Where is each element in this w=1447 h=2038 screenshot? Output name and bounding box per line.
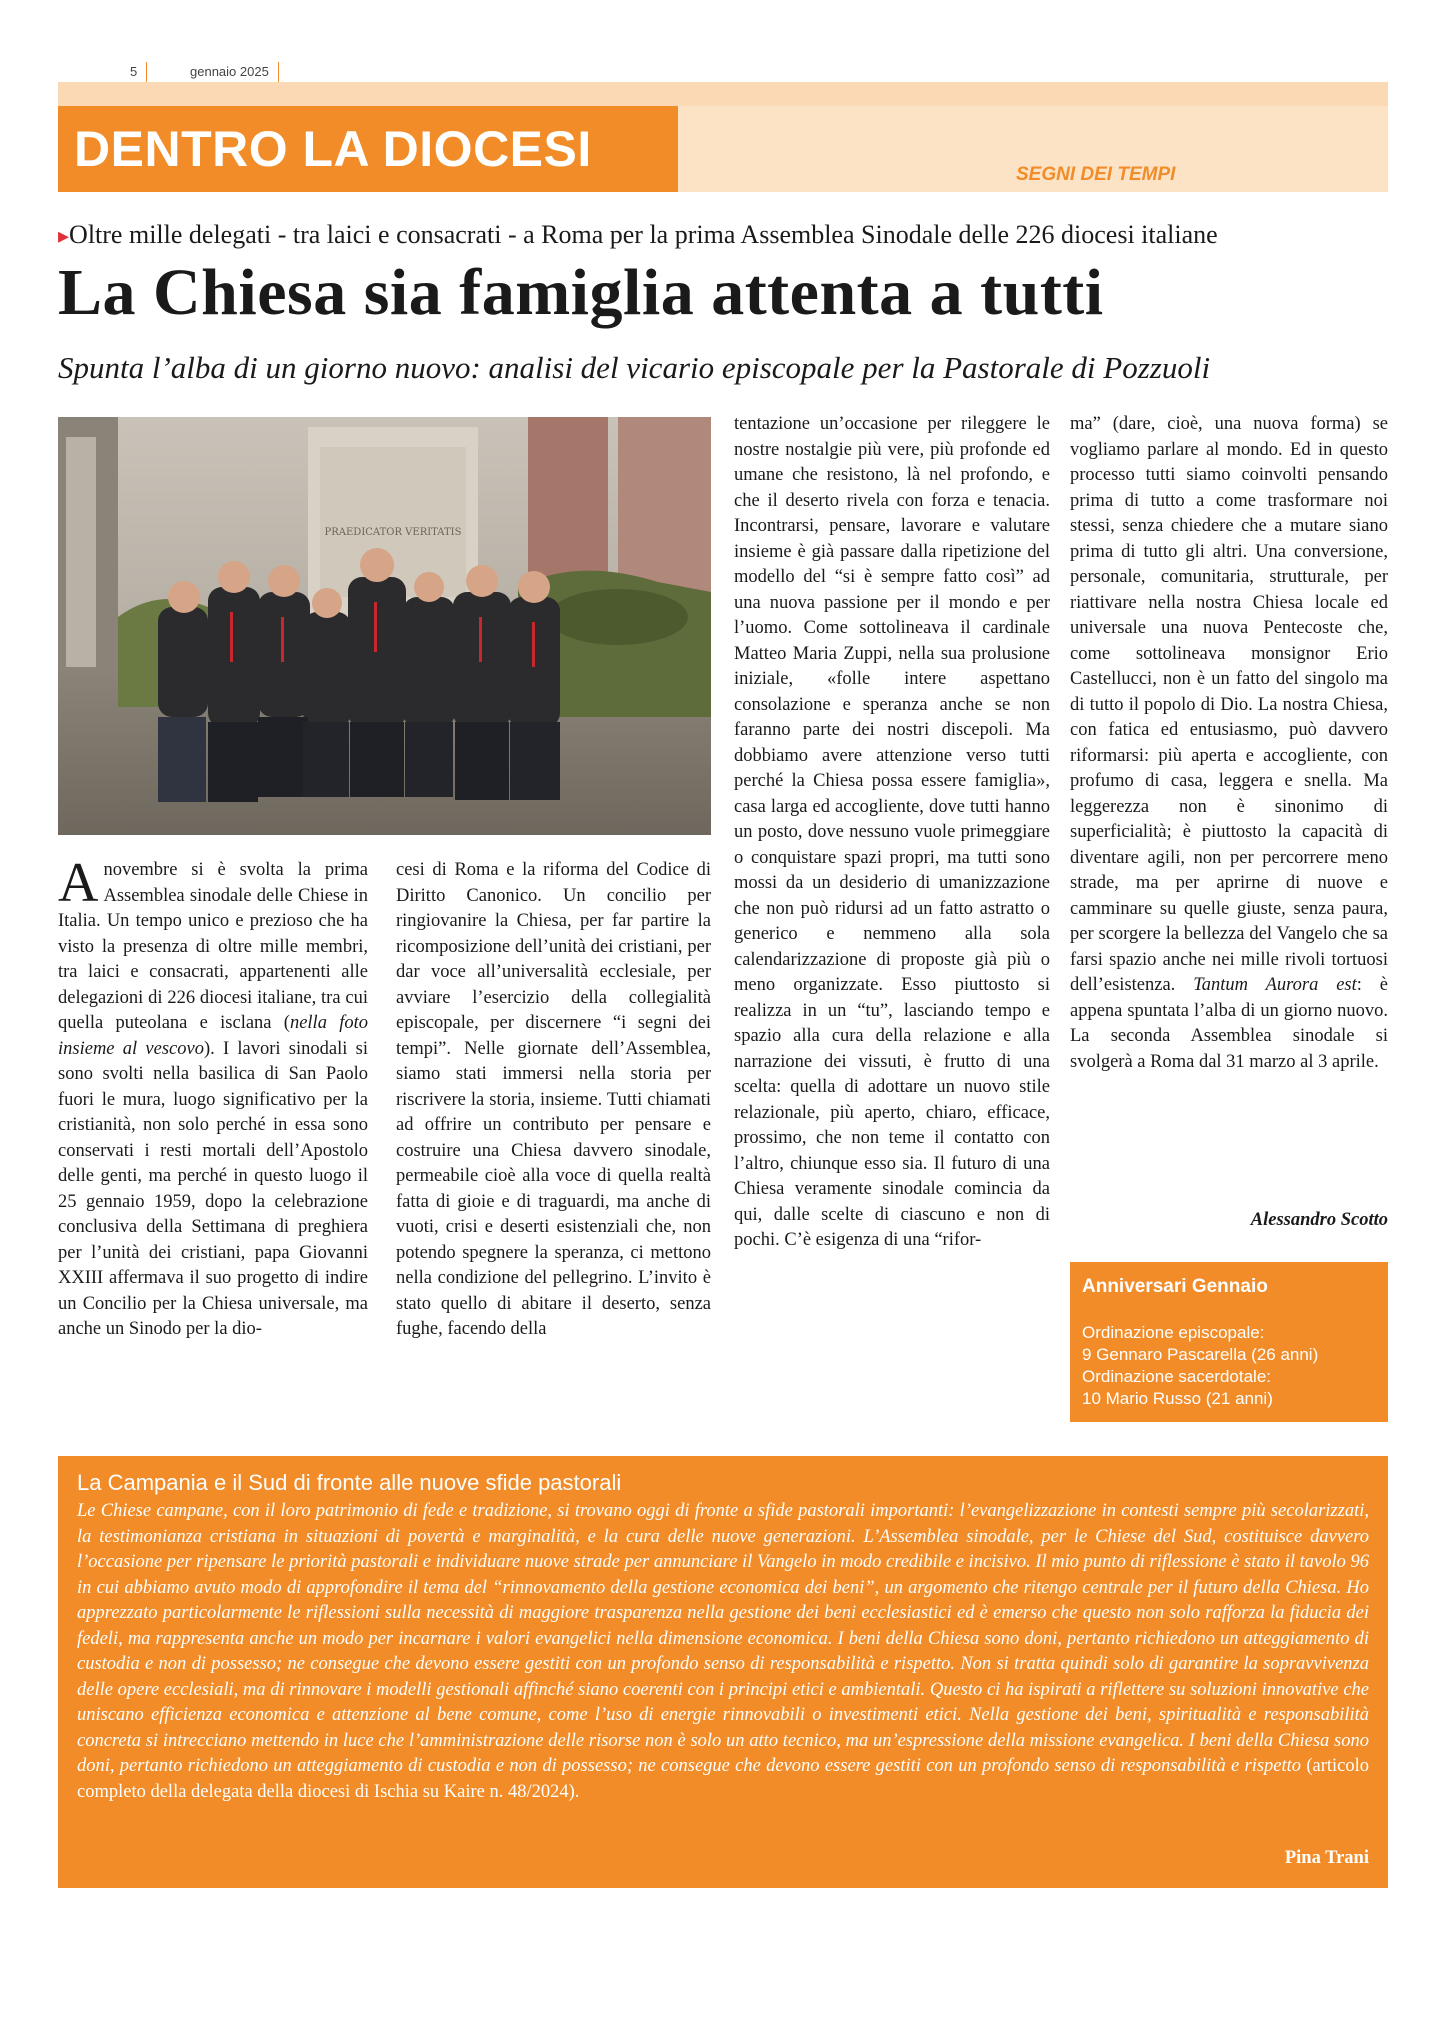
anniversari-body [1082,1322,1318,1410]
page-number: 5 [130,64,138,79]
article-photo [58,417,711,835]
col4-text-b: : è appena spuntata l’alba di un giorno nuovo. La seconda Assemblea sinodale si svolgerà a Roma dal 31 marzo al 3 aprile. [1070,975,1388,1072]
col3-text: tentazione un’occasione per rileggere le nostre nostalgie più vere, più profonde ed umane che resistono, là nel profondo, e che il deserto rivela con forza e tenacia. Incontrarsi, pensare, lavorare e valutare insieme è già passare dalla ripetizione del modello del “si è sempre fatto così” ad una nuova passione per il mondo e per l’uomo. Come sottolineava il cardinale Matteo Maria Zuppi, nella sua prolusione iniziale, «folle intere aspettano consolazione e speranza anche se non faranno parte dei nostri discepoli. Ma dobbiamo avere attenzione verso tutti perché la Chiesa possa essere famiglia», casa larga ed accogliente, dove tutti hanno un posto, dove nessuno vuole primeggiare o conquistare spazi propri, ma tutti sono mossi da un desiderio di umanizzazione che non può ridursi ad un fatto astratto o generico e nemmeno alla sola calendarizzazione di proposte già più o meno organizzate. Esso piuttosto si realizza in un “tu”, lasciando tempo e spazio alla cura della relazione e alla narrazione dei vissuti, è frutto di una scelta: quella di adottare un nuovo stile relazionale, più aperto, chiaro, efficace, prossimo, che non teme il contatto con l’altro, chiunque esso sia. Il futuro di una Chiesa veramente sinodale comincia da qui, dalle scelte di ciascuno e non di pochi. C’è esigenza di una “rifor- [734,414,1050,1250]
section-bar [58,106,678,192]
dropcap-letter: A [58,852,99,914]
folio-divider [278,62,279,82]
anniversari-line: Ordinazione sacerdotale: [1082,1367,1272,1386]
folio-divider [146,62,147,82]
anniversari-box [1070,1262,1388,1422]
page-folio [130,62,280,84]
campania-text-plain: (articolo completo della delegata della diocesi di Ischia su Kaire n. 48/2024). [77,1756,1369,1802]
article-kicker [58,220,1398,250]
article-column-3 [734,412,1050,1254]
anniversari-title: Anniversari Gennaio [1082,1276,1268,1297]
photo-caption-ref: nella foto insieme al vescovo [58,1013,368,1059]
article-headline: La Chiesa sia famiglia attenta a tutti [58,256,1104,329]
col4-text-a: ma” (dare, cioè, una nuova forma) se vogliamo parlare al mondo. Ed in questo processo tutti siamo coinvolti pensando prima di tutto a come trasformare noi stessi, senza chiedere che a mutare siano prima di tutto gli altri. Una conversione, personale, comunitaria, strutturale, per riattivare nella nostra Chiesa locale ed universale una nuova Pentecoste che, come sottolineava monsignor Erio Castellucci, non è un fatto del singolo ma di tutto il popolo di Dio. La nostra Chiesa, con fatica ed entusiasmo, può davvero riformarsi: più aperta e accogliente, con profumo di casa, leggera e snella. Ma leggerezza non è sinonimo di superficialità; è piuttosto la capacità di diventare agili, non per percorrere meno strade, ma per aprirne di nuove e camminare su quelle giuste, senza paura, per scorgere la bellezza del Vangelo che sa farsi spazio anche nei mille rivoli tortuosi dell’esistenza. [1070,414,1388,995]
rubric-label: SEGNI DEI TEMPI [1016,164,1176,185]
col4-italic: Tantum Aurora est [1193,975,1357,995]
campania-title: La Campania e il Sud di fronte alle nuove sfide pastorali [77,1470,622,1495]
campania-box [58,1456,1388,1888]
article-column-1 [58,852,368,1343]
anniversari-line: 10 Mario Russo (21 anni) [1082,1389,1273,1408]
anniversari-line: Ordinazione episcopale: [1082,1323,1265,1342]
issue-date: gennaio 2025 [190,64,269,79]
campania-body [77,1499,1369,1805]
group-photo-image [58,417,711,835]
statue-inscription: PRAEDICATOR VERITATIS [324,527,462,538]
article-author: Alessandro Scotto [1250,1210,1388,1230]
article-column-4 [1070,412,1388,1075]
header-band [58,82,1388,106]
rubric-panel [678,106,1388,192]
kicker-arrow-icon: ▸ [58,223,70,248]
article-subhead: Spunta l’alba di un giorno nuovo: analisi del vicario episcopale per la Pastorale di Pozzuoli [58,350,1211,385]
campania-text-italic: Le Chiese campane, con il loro patrimonio di fede e tradizione, si trovano oggi di fronte a sfide pastorali importanti: l’evangelizzazione in contesti sempre più secolarizzati, la testimonianza cristiana in situazioni di povertà e marginalità, e la cura delle nuove generazioni. L’Assemblea sinodale, per le Chiese del Sud, costituisce davvero l’occasione per ripensare le priorità pastorali e individuare nuove strade per annunciare il Vangelo in modo credibile e incisivo. Il mio punto di riflessione è stato il tavolo 96 in cui abbiamo avuto modo di approfondire il tema del “rinnovamento della gestione economica dei beni”, un argomento che ritengo centrale per il futuro della Chiesa. Ho apprezzato particolarmente le riflessioni sulla necessità di maggiore trasparenza nella gestione dei beni ecclesiastici ed è emerso che questo non solo rafforza la fiducia dei fedeli, ma rappresenta anche un modo per incarnare i valori evangelici nella dimensione economica. I beni della Chiesa sono doni, pertanto richiedono un atteggiamento di custodia e non di possesso; ne consegue che devono essere gestiti con un profondo senso di responsabilità e rispetto. Non si tratta quindi solo di garantire la sopravvivenza delle opere ecclesiali, ma di rinnovare i modelli gestionali affinché siano coerenti con i principi etici e ambientali. Questo ci ha ispirati a riflettere su soluzioni innovative che uniscano efficienza economica e attenzione al bene comune, come l’uso di energie rinnovabili o investimenti etici. Nella gestione dei beni, spiritualità e responsabilità concreta si intrecciano mettendo in luce che l’amministrazione delle risorse non è solo un atto tecnico, ma un’espressione della missione evangelica. I beni della Chiesa sono doni, pertanto richiedono un atteggiamento di custodia e non di possesso; ne consegue che devono essere gestiti con un profondo senso di responsabilità e rispetto [77,1501,1369,1776]
col2-text: cesi di Roma e la riforma del Codice di Diritto Canonico. Un concilio per ringiovanire la Chiesa, per far partire la ricomposizione dell’unità dei cristiani, per dar voce all’universalità ecclesiale, per avviare l’esercizio della collegialità episcopale, per discernere “i segni dei tempi”. Nelle giornate dell’Assemblea, siamo stati immersi nella storia per riscrivere la storia, insieme. Tutti chiamati ad offrire un contributo per pensare e costruire una Chiesa davvero sinodale, permeabile cioè alla voce di quella realtà fatta di gioie e di traguardi, ma anche di vuoti, crisi e deserti esistenziali che, non potendo spegnere la speranza, ci mettono nella condizione del pellegrino. L’invito è stato quello di abitare il deserto, senza fughe, facendo della [396,860,711,1339]
section-title: DENTRO LA DIOCESI [74,121,592,177]
campania-author: Pina Trani [1284,1848,1369,1868]
col1-text-b: ). I lavori sinodali si sono svolti nella basilica di San Paolo fuori le mura, luogo significativo per la cristianità, non solo perché in essa sono conservati i resti mortali dell’Apostolo delle genti, ma perché in questo luogo il 25 gennaio 1959, dopo la celebrazione conclusiva della Settimana di preghiera per l’unità dei cristiani, papa Giovanni XXIII affermava il suo progetto di indire un Concilio per la Chiesa universale, ma anche un Sinodo per la dio- [58,1038,368,1339]
kicker-text: Oltre mille delegati - tra laici e consacrati - a Roma per la prima Assemblea Sinodale delle 226 diocesi italiane [69,220,1218,249]
col1-text-a: novembre si è svolta la prima Assemblea sinodale delle Chiese in Italia. Un tempo unico e prezioso che ha visto la presenza di oltre mille membri, tra laici e consacrati, appartenenti alle delegazioni di 226 diocesi italiane, tra cui quella puteolana e isclana ( [58,860,368,1033]
anniversari-line: 9 Gennaro Pascarella (26 anni) [1082,1345,1319,1364]
article-column-2 [396,858,711,1343]
